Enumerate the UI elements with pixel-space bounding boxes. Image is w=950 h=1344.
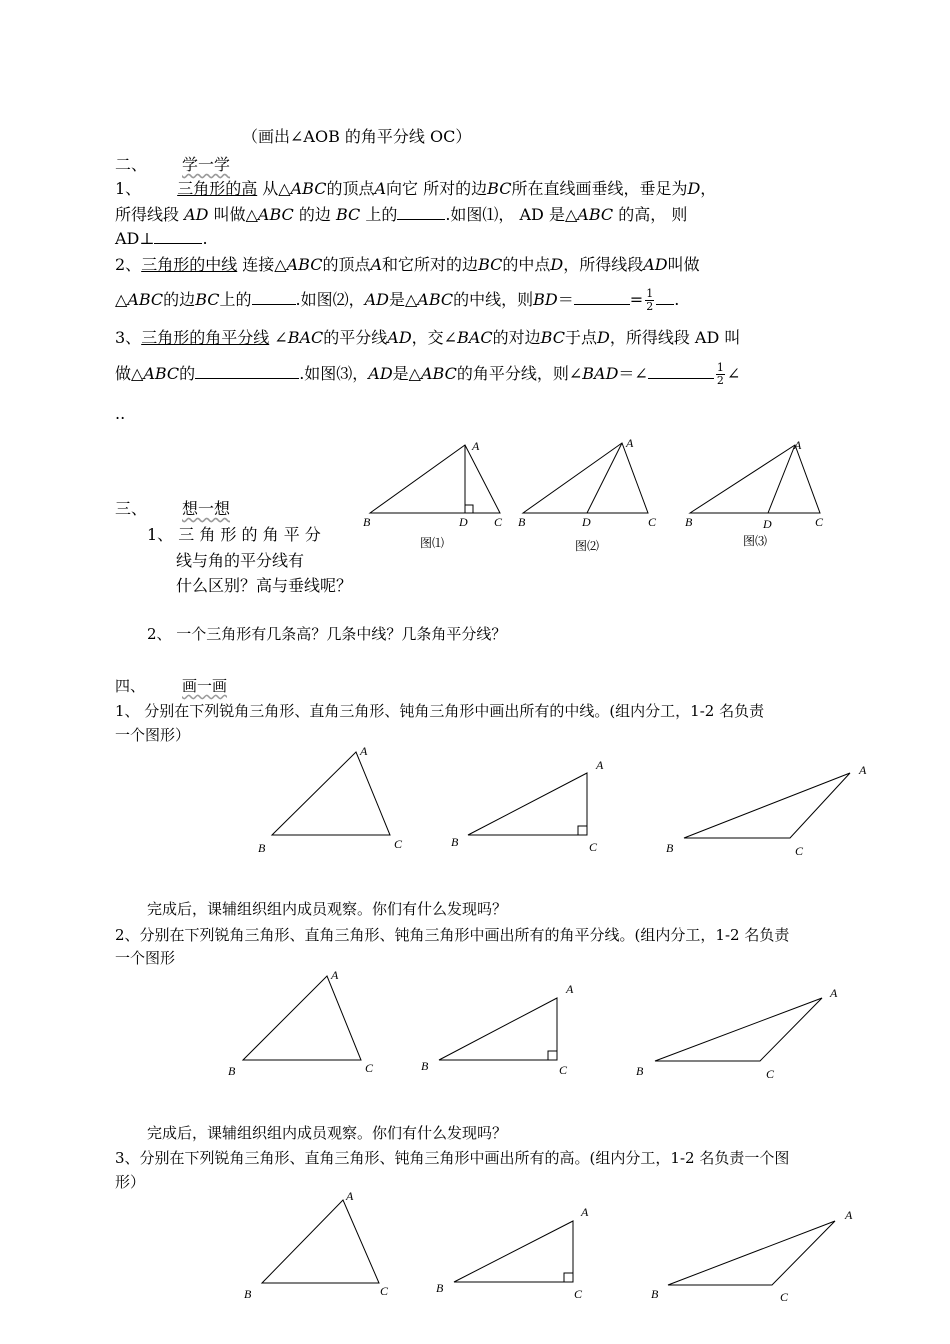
- done1: 完成后，课辅组织组内成员观察。你们有什么发现吗？: [147, 900, 508, 918]
- label-c: C: [780, 1290, 789, 1304]
- aob-task: （画出∠AOB 的角平分线 OC）: [242, 127, 472, 146]
- right-angle-mark: [548, 1051, 557, 1060]
- label-a: A: [794, 438, 802, 452]
- item1-line1: 1、 三角形的高 从△ABC的顶点A向它 所对的边BC所在直线画垂线，垂足为D，: [115, 179, 717, 198]
- label-a: A: [845, 1208, 853, 1222]
- section4-title: 画一画: [182, 677, 228, 695]
- label-a: A: [360, 744, 368, 758]
- figure3-triangle: [690, 445, 820, 513]
- figure3-bisector: [768, 445, 795, 513]
- reference-figures: [360, 435, 840, 555]
- label-a: A: [596, 758, 604, 772]
- item1-line3: AD⊥ .: [115, 229, 208, 248]
- label-c: C: [815, 515, 824, 529]
- obtuse-triangle: [655, 998, 822, 1061]
- label-b: B: [685, 515, 693, 529]
- task1-line1: 1、 分别在下列锐角三角形、直角三角形、钝角三角形中画出所有的中线。(组内分工，1-2 名负责: [115, 702, 765, 720]
- label-b: B: [258, 841, 266, 855]
- obtuse-triangle: [668, 1221, 835, 1285]
- label-c: C: [494, 515, 503, 529]
- fill-blank[interactable]: [574, 290, 630, 305]
- task1-line2: 一个图形）: [115, 726, 191, 744]
- task2-line1: 2、分别在下列锐角三角形、直角三角形、钝角三角形中画出所有的角平分线。(组内分工，1-2 名负责: [115, 926, 790, 944]
- section2-number: 二、: [115, 155, 148, 174]
- figure3-caption: 图⑶: [743, 534, 768, 548]
- label-d: D: [582, 515, 591, 529]
- task3-line2: 形）: [115, 1173, 146, 1191]
- fill-blank[interactable]: [656, 290, 674, 305]
- task2-line2: 一个图形: [115, 949, 176, 967]
- question1-line1: 1、 三 角 形 的 角 平 分: [147, 525, 321, 544]
- label-b: B: [421, 1059, 429, 1073]
- obtuse-triangle: [684, 773, 850, 838]
- label-c: C: [380, 1284, 389, 1298]
- label-b: B: [363, 515, 371, 529]
- item3-line2: 做△ABC的 .如图⑶，AD是△ABC的角平分线，则∠BAD＝∠ $\frac{1}{2}$ ∠: [115, 361, 741, 387]
- fraction-half: $\frac{1}{2}$: [716, 361, 724, 387]
- task2-triangles: [225, 963, 855, 1088]
- right-triangle: [439, 998, 557, 1060]
- fill-blank[interactable]: [252, 290, 296, 305]
- question2: 2、 一个三角形有几条高？几条中线？几条角平分线？: [147, 625, 507, 643]
- figure1-caption: 图⑴: [420, 536, 445, 550]
- label-a: A: [472, 439, 480, 453]
- item3-line1: 3、三角形的角平分线 ∠BAC的平分线AD，交∠BAC的对边BC于点D，所得线段 AD 叫: [115, 328, 741, 347]
- right-triangle: [454, 1221, 573, 1282]
- right-triangle: [468, 773, 587, 835]
- fraction-half: $\frac{1}{2}$: [646, 287, 654, 313]
- task1-triangles: [250, 740, 880, 865]
- label-b: B: [228, 1064, 236, 1078]
- label-c: C: [559, 1063, 568, 1077]
- question1-line2: 线与角的平分线有: [176, 551, 305, 570]
- fill-blank[interactable]: [195, 364, 299, 379]
- label-d: D: [763, 517, 772, 531]
- figure2-caption: 图⑵: [575, 539, 600, 553]
- acute-triangle: [243, 976, 361, 1060]
- figure2-triangle: [523, 443, 648, 513]
- label-a: A: [830, 986, 838, 1000]
- label-b: B: [651, 1287, 659, 1301]
- fill-blank[interactable]: [648, 364, 714, 379]
- task3-triangles: [240, 1188, 870, 1313]
- label-c: C: [589, 840, 598, 854]
- section4-number: 四、: [115, 677, 146, 695]
- task3-line1: 3、分别在下列锐角三角形、直角三角形、钝角三角形中画出所有的高。(组内分工，1-2 名负责一个图: [115, 1149, 790, 1167]
- figure1-triangle: [370, 445, 500, 513]
- label-b: B: [636, 1064, 644, 1078]
- label-a: A: [346, 1189, 354, 1203]
- fill-blank[interactable]: [397, 205, 445, 220]
- label-b: B: [244, 1287, 252, 1301]
- item1-line2: 所得线段 AD 叫做△ABC 的边 BC 上的 .如图⑴， AD 是△ABC 的高， 则: [115, 205, 688, 224]
- right-angle-mark: [564, 1273, 573, 1282]
- label-d: D: [459, 515, 468, 529]
- section2-title: 学一学: [182, 155, 231, 174]
- label-b: B: [666, 841, 674, 855]
- label-a: A: [859, 763, 867, 777]
- label-a: A: [626, 436, 634, 450]
- label-c: C: [394, 837, 403, 851]
- section3-title: 想一想: [182, 499, 231, 518]
- label-c: C: [574, 1287, 583, 1301]
- label-c: C: [648, 515, 657, 529]
- label-c: C: [795, 844, 804, 858]
- question1-line3: 什么区别？高与垂线呢？: [176, 576, 353, 595]
- acute-triangle: [272, 752, 390, 835]
- label-a: A: [581, 1205, 589, 1219]
- label-a: A: [566, 982, 574, 996]
- figure1-right-angle-mark: [465, 505, 473, 513]
- fill-blank[interactable]: [154, 229, 202, 244]
- right-angle-mark: [578, 826, 587, 835]
- label-b: B: [518, 515, 526, 529]
- acute-triangle: [262, 1200, 379, 1283]
- label-b: B: [436, 1281, 444, 1295]
- item2-line2: △ABC的边BC上的 .如图⑵，AD是△ABC的中线，则BD＝ = $\frac{1}{2}$ .: [115, 287, 680, 313]
- label-c: C: [766, 1067, 775, 1081]
- section3-number: 三、: [115, 499, 148, 518]
- done2: 完成后，课辅组织组内成员观察。你们有什么发现吗？: [147, 1124, 508, 1142]
- item2-line1: 2、三角形的中线 连接△ABC的顶点A和它所对的边BC的中点D，所得线段AD叫做: [115, 255, 700, 274]
- item3-line3: ..: [115, 404, 126, 423]
- label-a: A: [331, 968, 339, 982]
- figure2-median: [587, 443, 622, 513]
- label-b: B: [451, 835, 459, 849]
- label-c: C: [365, 1061, 374, 1075]
